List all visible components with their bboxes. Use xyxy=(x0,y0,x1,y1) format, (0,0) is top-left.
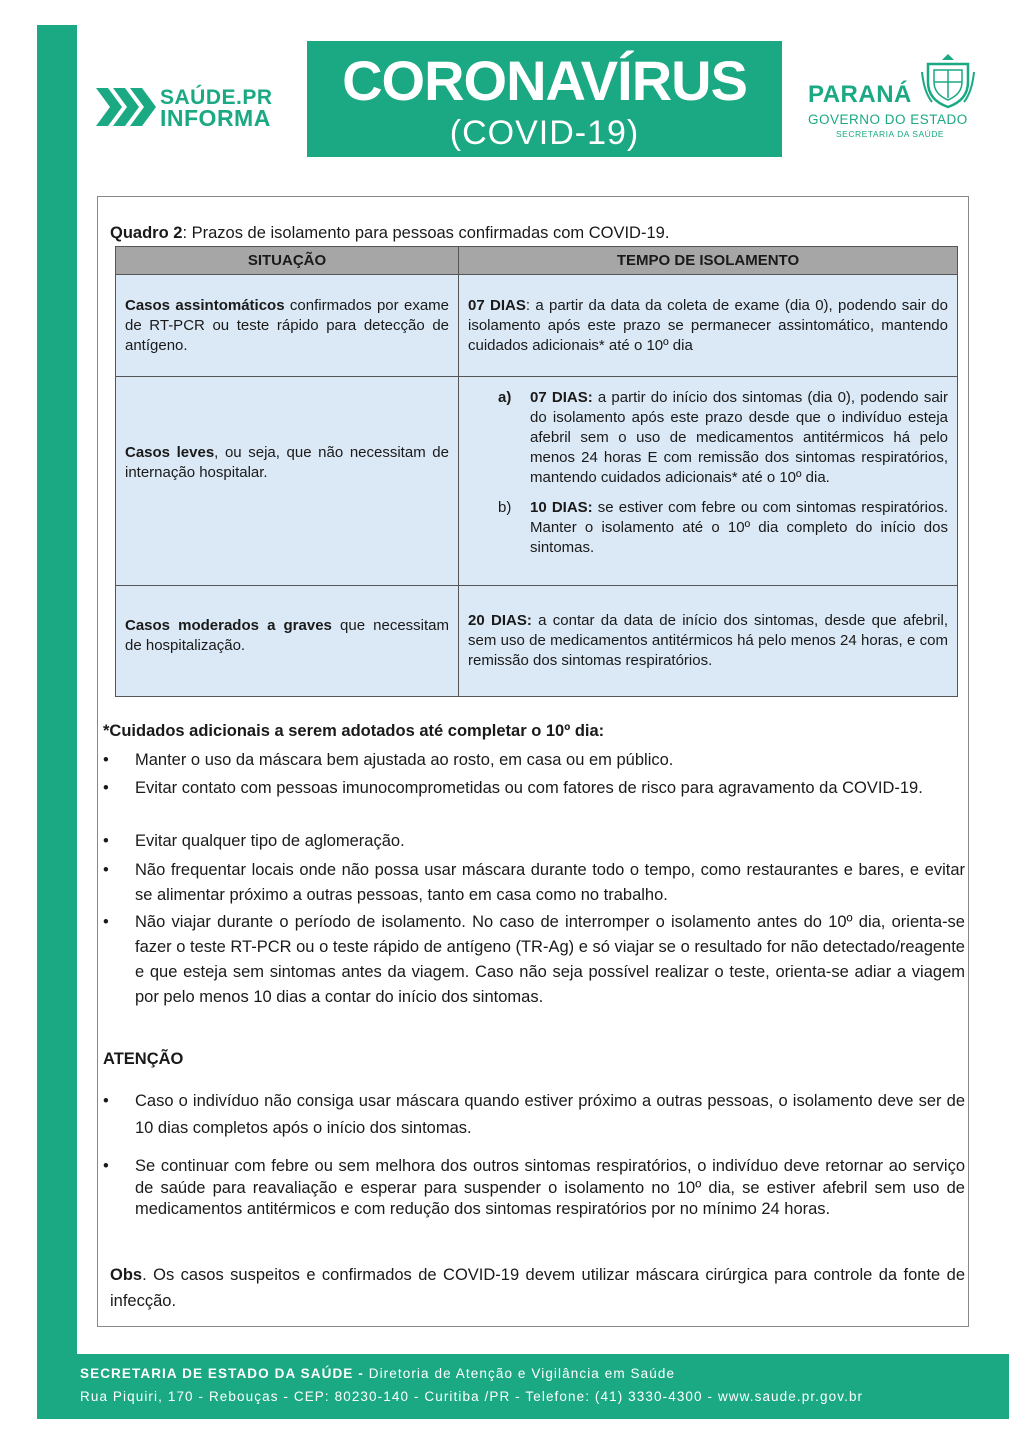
bullet-icon: • xyxy=(103,751,109,769)
coronavirus-banner xyxy=(307,41,782,157)
list-item xyxy=(103,910,965,1010)
bullet-icon: • xyxy=(103,1092,109,1110)
chevrons-icon xyxy=(96,86,158,128)
logo-right-line2: GOVERNO DO ESTADO xyxy=(808,112,968,127)
list-item xyxy=(103,858,965,908)
logo-left-line1: SAÚDE.PR xyxy=(160,86,273,109)
logo-right-name: PARANÁ xyxy=(808,81,912,108)
option-bold: 10 DIAS: xyxy=(530,499,593,516)
option-body: se estiver com febre ou com sintomas respiratórios. Manter o isolamento até o 10º dia completo do início dos sintomas. xyxy=(530,499,948,556)
banner-subtitle: (COVID-19) xyxy=(449,114,640,152)
option-body: a partir do início dos sintomas (dia 0), podendo sair do isolamento após este prazo desde que o indivíduo esteja afebril sem o uso de medicamentos antitérmicos há pelo menos 24 horas E com remissão dos sintomas respiratórios, mantendo cuidados adicionais* até o 10º dia. xyxy=(530,389,948,486)
obs-text: . Os casos suspeitos e confirmados de COVID-19 devem utilizar máscara cirúrgica para controle da fonte de infecção. xyxy=(110,1266,965,1310)
time-text: a contar da data de início dos sintomas, desde que afebril, sem uso de medicamentos antitérmicos há pelo menos 24 horas, e com remissão dos sintomas respiratórios. xyxy=(468,612,949,669)
bullet-icon: • xyxy=(103,913,109,931)
atencao-title: ATENÇÃO xyxy=(103,1050,184,1068)
table-row xyxy=(116,275,958,377)
situation-text: que necessitam de hospitalização. xyxy=(125,617,450,654)
parana-government-logo xyxy=(806,52,981,144)
obs-note xyxy=(110,1262,965,1314)
coat-of-arms-icon xyxy=(920,52,976,110)
bullet-icon: • xyxy=(103,779,109,797)
list-item xyxy=(103,748,965,773)
left-accent-bar xyxy=(37,25,77,1419)
time-cell xyxy=(459,275,958,377)
situation-bold: Casos leves xyxy=(125,444,215,461)
header-situacao: SITUAÇÃO xyxy=(116,247,459,275)
list-item-text: Não viajar durante o período de isolamento. No caso de interromper o isolamento antes do 10º dia, orienta-se fazer o teste RT-PCR ou o teste rápido de antígeno (TR-Ag) e só viajar se o resultado for não detectado/reagente e que esteja sem sintomas antes da viagem. Caso não seja possível realizar o teste, orienta-se adiar a viagem por pelo menos 10 dias a contar do início dos sintomas. xyxy=(135,913,965,1006)
footer-line1 xyxy=(80,1366,675,1381)
list-item xyxy=(103,1088,965,1142)
list-item-text: Manter o uso da máscara bem ajustada ao rosto, em casa ou em público. xyxy=(135,751,674,769)
footer-address: Rua Piquiri, 170 - Rebouças - CEP: 80230-140 - Curitiba /PR - Telefone: (41) 3330-4300 - www.saude.pr.gov.br xyxy=(80,1389,864,1404)
situation-bold: Casos assintomáticos xyxy=(125,296,285,314)
saude-pr-informa-logo xyxy=(96,86,296,132)
time-text: : a partir da data da coleta de exame (dia 0), podendo sair do isolamento após este prazo se permanecer assintomático, mantendo cuidados adicionais* até o 10º dia xyxy=(468,296,948,354)
situation-cell xyxy=(116,377,459,586)
list-item xyxy=(103,1156,965,1221)
isolation-table xyxy=(115,246,958,697)
banner-title: CORONAVÍRUS xyxy=(342,49,747,112)
option-label: b) xyxy=(498,499,512,516)
list-item-text: Não frequentar locais onde não possa usar máscara durante todo o tempo, como restaurantes e bares, e evitar se alimentar próximo a outras pessoas, tanto em casa como no trabalho. xyxy=(135,861,965,904)
list-item-text: Evitar qualquer tipo de aglomeração. xyxy=(135,832,405,850)
footer-bar xyxy=(37,1354,1009,1419)
list-item-text: Evitar contato com pessoas imunocomprometidas ou com fatores de risco para agravamento da COVID-19. xyxy=(135,779,923,797)
table-row xyxy=(116,586,958,697)
option-text xyxy=(530,498,948,558)
option-bold: 07 DIAS: xyxy=(530,389,593,406)
table-header-row xyxy=(116,247,958,275)
list-item-text: Se continuar com febre ou sem melhora dos outros sintomas respiratórios, o indivíduo deve retornar ao serviço de saúde para reavaliação e esperar para suspender o isolamento no 10º dia, se estiver afebril sem uso de medicamentos antitérmicos e com redução dos sintomas respiratórios por no mínimo 24 horas. xyxy=(135,1157,965,1218)
logo-left-line2: INFORMA xyxy=(160,105,271,131)
header-tempo: TEMPO DE ISOLAMENTO xyxy=(459,247,958,275)
list-item xyxy=(103,829,965,854)
option-a xyxy=(498,388,948,488)
list-item xyxy=(103,776,965,801)
logo-right-line3: SECRETARIA DA SAÚDE xyxy=(836,129,945,139)
table-row xyxy=(116,377,958,586)
bullet-icon: • xyxy=(103,1157,109,1175)
caption-bold: Quadro 2 xyxy=(110,224,183,242)
time-bold: 20 DIAS: xyxy=(468,612,532,629)
situation-text: , ou seja, que não necessitam de internação hospitalar. xyxy=(125,444,449,481)
situation-text: confirmados por exame de RT-PCR ou teste rápido para detecção de antígeno. xyxy=(125,296,449,354)
option-b xyxy=(498,498,948,558)
bullet-icon: • xyxy=(103,861,109,879)
footer-org: SECRETARIA DE ESTADO DA SAÚDE - xyxy=(80,1366,364,1381)
time-cell xyxy=(459,586,958,697)
list-item-text: Caso o indivíduo não consiga usar máscara quando estiver próximo a outras pessoas, o isolamento deve ser de 10 dias completos após o início dos sintomas. xyxy=(135,1092,965,1137)
option-label: a) xyxy=(498,389,512,406)
situation-cell xyxy=(116,275,459,377)
option-text xyxy=(530,388,948,488)
situation-bold: Casos moderados a graves xyxy=(125,617,332,634)
cuidados-title: *Cuidados adicionais a serem adotados até completar o 10º dia: xyxy=(103,722,605,740)
time-cell xyxy=(459,377,958,586)
table-caption xyxy=(110,224,669,243)
caption-text: : Prazos de isolamento para pessoas confirmadas com COVID-19. xyxy=(182,224,670,242)
bullet-icon: • xyxy=(103,832,109,850)
footer-department: Diretoria de Atenção e Vigilância em Saúde xyxy=(363,1366,676,1381)
situation-cell xyxy=(116,586,459,697)
obs-bold: Obs xyxy=(110,1266,143,1284)
time-bold: 07 DIAS xyxy=(468,296,526,314)
